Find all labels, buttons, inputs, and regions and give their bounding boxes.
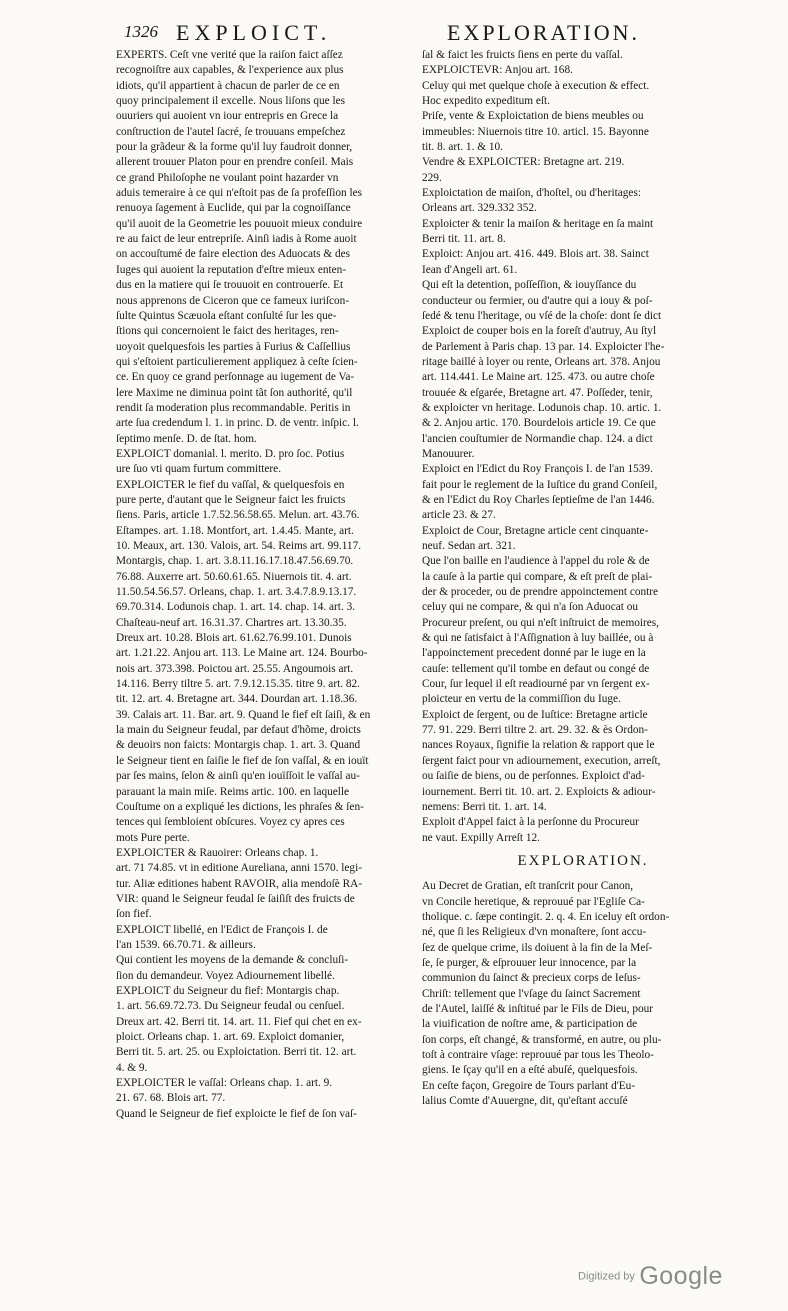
text-line: neuf. Sedan art. 321. xyxy=(422,540,516,552)
text-line: ritage baillé à loyer ou rente, Orleans art. 378. Anjou xyxy=(422,355,661,368)
text-line: EXPERTS. Ceſt vne verité que la raiſon faict aſſez xyxy=(116,49,343,61)
text-line: pour la grãdeur & la forme qu'il luy faudroit donner, xyxy=(116,141,353,154)
text-line: Au Decret de Gratian, eſt tranſcrit pour Canon, xyxy=(422,880,634,893)
right-column-entries xyxy=(422,48,744,846)
text-line: lere Maxime ne diminua point tãt ſon authorité, qu'il xyxy=(116,386,353,399)
text-line: la main du Seigneur feudal, par defaut d'hõme, droicts xyxy=(116,724,361,737)
text-line: tur. Aliæ editiones habent RAVOIR, alia mendoſè RA- xyxy=(116,877,363,890)
text-line: tholique. c. ſæpe contingit. 2. q. 4. En iceluy eſt ordon- xyxy=(422,910,670,923)
text-line: immeubles: Niuernois titre 10. articl. 15. Bayonne xyxy=(422,125,649,138)
text-line: idiots, qu'il appartient à chacun de parler de ce en xyxy=(116,79,340,92)
text-line: Exploicter & tenir la maiſon & heritage en ſa maint xyxy=(422,217,654,230)
text-line: Exploict de Cour, Bretagne article cent cinquante- xyxy=(422,524,649,537)
text-line: mots Pure perte. xyxy=(116,831,190,844)
text-line: trouuée & eſgarée, Bretagne art. 47. Poſſeder, tenir, xyxy=(422,386,653,399)
text-line: re au faict de leur entrepriſe. Ainſi iadis à Rome auoit xyxy=(116,233,357,246)
text-line: renuoya ſagement à Euclide, qui par la cognoiſſance xyxy=(116,202,351,215)
text-line: ſergent faict pour vn adiournement, execution, arreſt, xyxy=(422,754,661,767)
text-line: Exploict de ſergent, ou de Iuſtice: Bretagne article xyxy=(422,708,648,721)
digitized-by-google-watermark xyxy=(578,1262,723,1291)
text-line: de l'Autel, laiſſé & inſtitué par le Fils de Dieu, pour xyxy=(422,1002,654,1015)
watermark-prefix: Digitized by xyxy=(578,1270,635,1283)
page-number: 1326 xyxy=(124,22,158,41)
text-line: Exploict en l'Edict du Roy François I. de l'an 1539. xyxy=(422,463,653,476)
text-line: ce. En quoy ce grand perſonnage au iugement de Va- xyxy=(116,371,355,384)
text-line: par ſes mains, ſelon & ainſi qu'en iouïſſoit le vaſſal au- xyxy=(116,770,360,783)
text-line: Celuy qui met quelque choſe à execution & effect. xyxy=(422,79,650,92)
text-line: Exploict: Anjou art. 416. 449. Blois art. 38. Sainct xyxy=(422,248,649,261)
text-line: Procureur preſent, ou qui n'eſt inſtruict de memoires, xyxy=(422,616,660,629)
text-line: ſon corps, eſt changé, & transformé, en autre, ou plu- xyxy=(422,1033,662,1046)
text-line: EXPLOICTER le vaſſal: Orleans chap. 1. art. 9. xyxy=(116,1077,333,1090)
text-line: 229. xyxy=(422,171,442,184)
text-line: nous apprenons de Ciceron que ce fameux iuriſcon- xyxy=(116,294,350,307)
text-line: Que l'on baille en l'audience à l'appel du role & de xyxy=(422,555,650,568)
text-line: 1. art. 56.69.72.73. Du Seigneur feudal ou cenſuel. xyxy=(116,1000,345,1013)
text-line: l'ancien couſtumier de Normandie chap. 124. a dict xyxy=(422,432,653,445)
text-line: arte ſua credendum l. 1. in princ. D. de ventr. inſpic. l. xyxy=(116,417,359,430)
text-line: EXPLOICT libellé, en l'Edict de François I. de xyxy=(116,923,328,936)
text-line: Chaſteau-neuf art. 16.31.37. Chartres art. 13.30.35. xyxy=(116,616,347,629)
text-line: Exploit d'Appel faict à la perſonne du Procureur xyxy=(422,816,639,829)
text-line: uoyoit quelquesfois les parties à Furius & Caſſellius xyxy=(116,340,351,353)
text-line: art. 114.441. Le Maine art. 125. 473. ou autre choſe xyxy=(422,371,655,384)
text-line: & qui ne ſatisfaict à l'Aſſignation à luy baillée, ou à xyxy=(422,632,654,645)
text-line: cauſe: tellement qu'il tombe en defaut ou congé de xyxy=(422,662,650,675)
text-line: Eſtampes. art. 1.18. Montfort, art. 1.4.45. Mante, art. xyxy=(116,524,354,537)
text-line: tit. 8. art. 1. & 10. xyxy=(422,141,503,154)
text-line: Priſe, vente & Exploictation de biens meubles ou xyxy=(422,110,644,123)
text-line: nances Royaux, ſignifie la relation & rapport que le xyxy=(422,739,655,752)
text-line: l'appoinctement precedent donné par le iuge en la xyxy=(422,647,646,660)
text-line: parauant la main miſe. Reims artic. 100. en laquelle xyxy=(116,785,350,798)
text-line: Dreux art. 42. Berri tit. 14. art. 11. Fief qui chet en ex- xyxy=(116,1015,362,1028)
text-line: allerent trouuer Platon pour en prendre conſeil. Mais xyxy=(116,156,354,169)
text-line: aduis temeraire à ce qui n'eſtoit pas de ſa profeſſion les xyxy=(116,187,363,200)
text-line: Exploict de couper bois en la foreſt d'autruy, Au ſtyl xyxy=(422,325,657,338)
text-line: recognoiſtre aux capables, & l'experience aux plus xyxy=(116,64,344,77)
running-head-left: EXPLOICT. xyxy=(176,20,332,45)
text-line: Berri tit. 5. art. 25. ou Exploictation. Berri tit. 12. art. xyxy=(116,1046,357,1059)
text-line: Manouurer. xyxy=(422,447,475,460)
text-line: conducteur ou fermier, ou d'autre qui a iouy & poſ- xyxy=(422,294,653,307)
text-line: Qui contient les moyens de la demande & concluſi- xyxy=(116,954,349,967)
google-logo: Google xyxy=(639,1262,723,1290)
text-line: 14.116. Berry tiltre 5. art. 7.9.12.15.35. titre 9. art. 82. xyxy=(116,678,360,691)
text-line: ſion du demandeur. Voyez Adiournement libellé. xyxy=(116,969,335,982)
text-line: vn Concile heretique, & reprouué par l'Egliſe Ca- xyxy=(422,895,645,908)
text-line: Chriſt: tellement que l'vſage du ſainct Sacrement xyxy=(422,987,641,1000)
text-line: Iean d'Angeli art. 61. xyxy=(422,263,518,276)
text-line: le Seigneur tient en ſaiſie le fief de ſon vaſſal, & en iouït xyxy=(116,754,369,767)
text-line: En ceſte façon, Gregoire de Tours parlant d'Eu- xyxy=(422,1079,636,1092)
text-line: 76.88. Auxerre art. 50.60.61.65. Niuernois tit. 4. art. xyxy=(116,570,352,583)
text-line: EXPLOICTEVR: Anjou art. 168. xyxy=(422,64,573,77)
text-line: Berri tit. 11. art. 8. xyxy=(422,233,506,246)
text-line: article 23. & 27. xyxy=(422,509,496,522)
text-line: 4. & 9. xyxy=(116,1061,148,1074)
text-line: on accouſtumé de faire election des Aduocats & des xyxy=(116,248,351,261)
text-line: Iuges qui auoient la reputation d'eſtre mieux enten- xyxy=(116,263,347,276)
text-line: Dreux art. 10.28. Blois art. 61.62.76.99.101. Dunois xyxy=(116,632,352,645)
text-line: Exploictation de maiſon, d'hoſtel, ou d'heritages: xyxy=(422,187,641,200)
text-line: Qui eſt la detention, poſſeſſion, & iouyſſance du xyxy=(422,279,637,292)
text-line: ſon fief. xyxy=(116,908,152,921)
text-line: Montargis, chap. 1. art. 3.8.11.16.17.18.47.56.69.70. xyxy=(116,555,354,568)
text-line: qui s'eſtoient particulierement appliquez à ceſte ſcien- xyxy=(116,355,358,368)
text-line: ploicteur en vertu de la commiſſion du Iuge. xyxy=(422,693,621,706)
text-line: EXPLOICT domanial. l. merito. D. pro ſoc. Potius xyxy=(116,447,345,460)
section-title: EXPLORATION. xyxy=(517,852,649,869)
text-line: de Parlement à Paris chap. 13 par. 14. Exploicter l'he- xyxy=(422,340,665,353)
text-line: rendit ſa moderation plus recommandable. Peritis in xyxy=(116,401,351,414)
text-line: ſiens. Paris, article 1.7.52.56.58.65. Melun. art. 43.76. xyxy=(116,509,360,522)
text-line: ce grand Philoſophe ne voulant point hazarder vn xyxy=(116,171,339,184)
text-line: art. 71 74.85. vt in editione Aureliana, anni 1570. legi- xyxy=(116,862,362,875)
text-line: art. 1.21.22. Anjou art. 113. Le Maine art. 124. Bourbo- xyxy=(116,647,368,660)
text-line: ſtions qui concernoient le faict des heritages, ren- xyxy=(116,325,339,338)
text-line: 11.50.54.56.57. Orleans, chap. 1. art. 3.4.7.8.9.13.17. xyxy=(116,586,357,599)
running-head-right: EXPLORATION. xyxy=(447,20,641,45)
text-line: ne vaut. Expilly Arreſt 12. xyxy=(422,831,540,844)
text-line: VIR: quand le Seigneur feudal ſe ſaiſiſt des fruicts de xyxy=(116,892,355,905)
text-line: ploict. Orleans chap. 1. art. 69. Exploict domanier, xyxy=(116,1031,345,1043)
text-line: tences qui ſembloient obſcures. Voyez cy apres ces xyxy=(116,816,345,829)
text-line: ſez de quelque crime, ils doiuent à la fin de la Meſ- xyxy=(422,941,653,954)
right-column xyxy=(422,48,744,1109)
text-line: Cour, ſur lequel il eſt readiourné par vn ſergent ex- xyxy=(422,678,650,691)
text-line: EXPLOICTER le fief du vaſſal, & quelquesfois en xyxy=(116,478,345,491)
text-line: & en l'Edict du Roy Charles ſeptieſme de l'an 1446. xyxy=(422,493,655,506)
text-line: Couſtume on a expliqué les dictions, les phraſes & ſen- xyxy=(116,800,364,813)
text-line: ſedé & tenu l'heritage, ou vſé de la choſe: dont ſe dict xyxy=(422,309,662,322)
text-line: EXPLOICT du Seigneur du fief: Montargis chap. xyxy=(116,984,340,997)
text-line: quoy principalement il excelle. Nous liſons que les xyxy=(116,95,346,108)
text-line: lalius Comte d'Auuergne, dit, qu'eſtant accuſé xyxy=(422,1095,628,1108)
text-line: ure ſuo vti quam furtum committere. xyxy=(116,463,282,476)
text-line: qu'il auoit de la Geometrie les pouuoit mieux conduire xyxy=(116,217,363,230)
text-line: nois art. 373.398. Poictou art. 25.55. Angoumois art. xyxy=(116,662,354,675)
text-line: ſeptimo menſe. D. de ſtat. hom. xyxy=(116,432,257,445)
text-line: ſe, ſe purger, & eſprouuer leur innocence, par la xyxy=(422,956,637,969)
text-line: ou ſaiſie de biens, ou de perſonnes. Exploict d'ad- xyxy=(422,770,645,783)
text-line: 21. 67. 68. Blois art. 77. xyxy=(116,1092,226,1105)
text-line: pure perte, d'autant que le Seigneur faict les fruicts xyxy=(116,493,346,506)
text-line: la viuification de noſtre ame, & participation de xyxy=(422,1018,638,1031)
text-line: 69.70.314. Lodunois chap. 1. art. 14. chap. 14. art. 3. xyxy=(116,601,356,614)
text-line: né, que ſi les Religieux d'vn monaſtere, ſont accu- xyxy=(422,926,647,939)
text-line: l'an 1539. 66.70.71. & ailleurs. xyxy=(116,938,256,951)
page-header xyxy=(0,20,788,46)
text-line: iournement. Berri tit. 10. art. 2. Exploicts & adiour- xyxy=(422,785,656,798)
text-line: la cauſe à la partie qui compare, & eſt preſt de plai- xyxy=(422,570,653,583)
text-line: 77. 91. 229. Berri tiltre 2. art. 29. 32. & ès Ordon- xyxy=(422,724,648,737)
text-line: tit. 12. art. 4. Bretagne art. 344. Dourdan art. 1.18.36. xyxy=(116,693,358,706)
text-line: toſt à contraire vſage: reprouué par tous les Theolo- xyxy=(422,1049,654,1061)
text-line: conſtruction de l'autel ſacré, ſe trouuans empeſchez xyxy=(116,125,346,138)
text-line: Orleans art. 329.332 352. xyxy=(422,202,537,215)
text-line: dus en la matiere qui ſe trouuoit en controuerſe. Et xyxy=(116,279,344,292)
text-line: 10. Meaux, art. 130. Valois, art. 54. Reims art. 99.117. xyxy=(116,540,362,552)
left-column xyxy=(116,48,438,1122)
text-line: ſal & faict les fruicts ſiens en perte du vaſſal. xyxy=(422,49,623,61)
right-column-exploration-text xyxy=(422,879,744,1109)
text-line: giens. Ie ſçay qu'il en a eſté abuſé, quelquesfois. xyxy=(422,1064,638,1077)
text-line: Vendre & EXPLOICTER: Bretagne art. 219. xyxy=(422,156,625,169)
text-line: & 2. Anjou artic. 170. Bourdelois article 19. Ce que xyxy=(422,417,656,430)
text-line: Quand le Seigneur de fief exploicte le fief de ſon vaſ- xyxy=(116,1107,357,1120)
text-line: celuy qui ne compare, & qui n'a ſon Aduocat ou xyxy=(422,601,638,614)
text-line: 39. Calais art. 11. Bar. art. 9. Quand le fief eſt ſaiſi, & en xyxy=(116,708,371,721)
text-line: EXPLOICTER & Rauoirer: Orleans chap. 1. xyxy=(116,846,319,859)
text-line: nemens: Berri tit. 1. art. 14. xyxy=(422,800,547,813)
text-line: der & proceder, ou de prendre appoinctement contre xyxy=(422,586,659,599)
text-line: & exploicter vn heritage. Lodunois chap. 10. artic. 1. xyxy=(422,401,662,414)
text-line: & deuoirs non faicts: Montargis chap. 1. art. 3. Quand xyxy=(116,739,361,752)
text-line: communion du ſainct & precieux corps de Ieſus- xyxy=(422,972,641,985)
text-line: Hoc expedito expeditum eſt. xyxy=(422,95,550,108)
text-line: ſulte Quintus Scæuola eſtant conſulté ſur les que- xyxy=(116,309,337,322)
text-line: ouuriers qui auoient vn iour entrepris en Grece la xyxy=(116,110,339,123)
text-line: fait pour le reglement de la Iuſtice du grand Conſeil, xyxy=(422,478,658,491)
